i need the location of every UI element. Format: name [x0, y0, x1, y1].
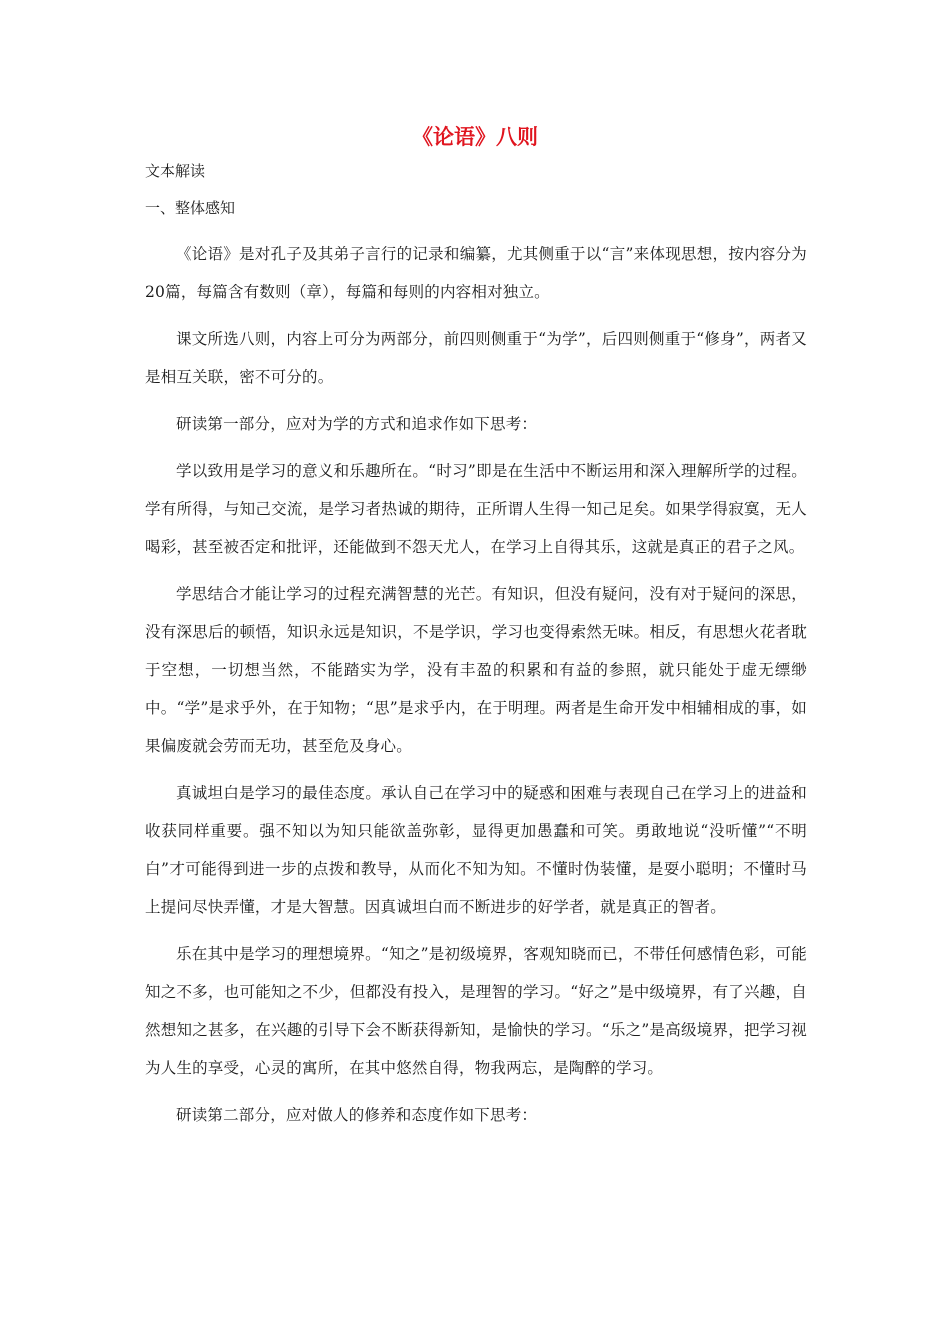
subsection-heading: 一、整体感知 [145, 199, 236, 217]
paragraph-part-one-lead: 研读第一部分，应对为学的方式和追求作如下思考： [176, 415, 538, 433]
document-body [145, 235, 807, 1143]
paragraph-part-two-lead: 研读第二部分，应对做人的修养和态度作如下思考： [176, 1106, 538, 1124]
section-heading: 文本解读 [145, 162, 206, 180]
paragraph-intro: 《论语》是对孔子及其弟子言行的记录和编纂，尤其侧重于以“言”来体现思想，按内容分为20篇，每篇含有数则（章），每篇和每则的内容相对独立。 [145, 245, 807, 301]
paragraph-sincerity: 真诚坦白是学习的最佳态度。承认自己在学习中的疑惑和困难与表现自己在学习上的进益和收获同样重要。强不知以为知只能欲盖弥彰，显得更加愚蠢和可笑。勇敢地说“没听懂”“不明白”才可能得到进一步的点拨和教导，从而化不知为知。不懂时伪装懂，是耍小聪明；不懂时马上提问尽快弄懂，才是大智慧。因真诚坦白而不断进步的好学者，就是真正的智者。 [145, 784, 807, 916]
paragraph-enjoyment: 乐在其中是学习的理想境界。“知之”是初级境界，客观知晓而已，不带任何感情色彩，可能知之不多，也可能知之不少，但都没有投入，是理智的学习。“好之”是中级境界，有了兴趣，自然想知之甚多，在兴趣的引导下会不断获得新知，是愉快的学习。“乐之”是高级境界，把学习视为人生的享受，心灵的寓所，在其中悠然自得，物我两忘，是陶醉的学习。 [145, 945, 807, 1077]
paragraph-application: 学以致用是学习的意义和乐趣所在。“时习”即是在生活中不断运用和深入理解所学的过程。学有所得，与知己交流，是学习者热诚的期待，正所谓人生得一知己足矣。如果学得寂寞，无人喝彩，甚至被否定和批评，还能做到不怨天尤人，在学习上自得其乐，这就是真正的君子之风。 [145, 462, 807, 556]
document-title: 《论语》八则 [412, 124, 538, 149]
paragraph-selection: 课文所选八则，内容上可分为两部分，前四则侧重于“为学”，后四则侧重于“修身”，两者又是相互关联，密不可分的。 [145, 330, 807, 386]
paragraph-study-thought: 学思结合才能让学习的过程充满智慧的光芒。有知识，但没有疑问，没有对于疑问的深思，没有深思后的顿悟，知识永远是知识，不是学识，学习也变得索然无味。相反，有思想火花者耽于空想，一切想当然，不能踏实为学，没有丰盈的积累和有益的参照，就只能处于虚无缥缈中。“学”是求乎外，在于知物；“思”是求乎内，在于明理。两者是生命开发中相辅相成的事，如果偏废就会劳而无功，甚至危及身心。 [145, 585, 807, 755]
